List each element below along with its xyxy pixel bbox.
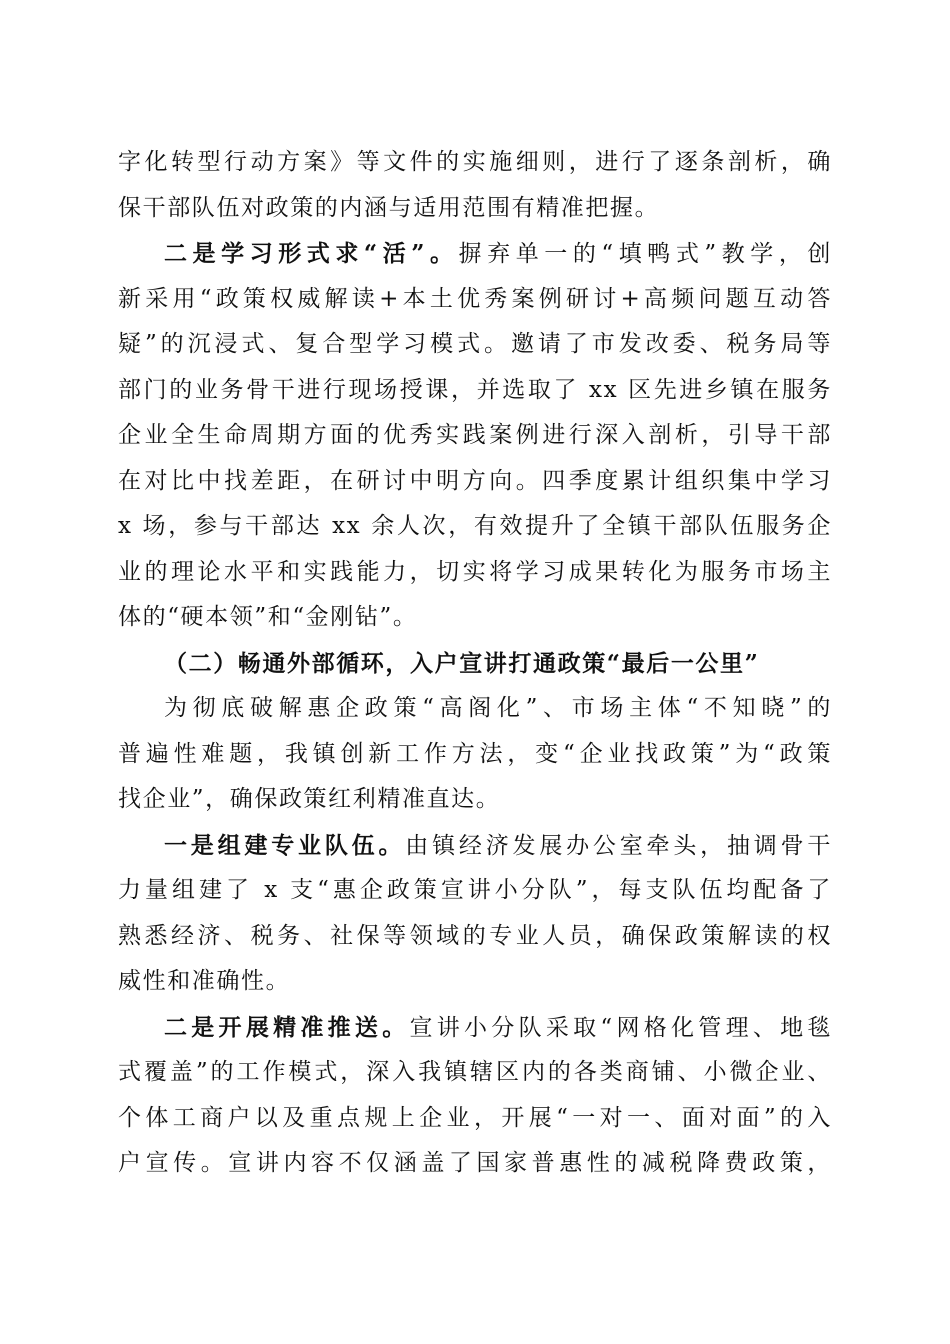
text-line: 力量组建了 x 支“惠企政策宣讲小分队”，每支队伍均配备了 (118, 877, 832, 903)
text-line: 威性和准确性。 (118, 968, 291, 994)
paragraph (118, 140, 832, 231)
paragraph (118, 823, 832, 1005)
text-line: 字化转型行动方案》等文件的实施细则，进行了逐条剖析，确 (118, 149, 832, 175)
text-line: 式覆盖”的工作模式，深入我镇辖区内的各类商铺、小微企业、 (118, 1059, 832, 1085)
text-line: 体的“硬本领”和“金刚钻”。 (118, 604, 418, 630)
paragraph-lead: 二是开展精准推送。 (164, 1013, 410, 1041)
text-line: 找企业”，确保政策红利精准直达。 (118, 786, 501, 812)
text-line: 户宣传。宣讲内容不仅涵盖了国家普惠性的减税降费政策， (118, 1150, 832, 1176)
text-line: 为彻底破解惠企政策“高阁化”、市场主体“不知晓”的 (164, 695, 832, 721)
text-line (118, 1005, 832, 1051)
section-heading (118, 641, 832, 687)
paragraph-lead: 二是学习形式求“活”。 (164, 240, 459, 267)
paragraph (118, 1005, 832, 1187)
text-line: 在对比中找差距，在研讨中明方向。四季度累计组织集中学习 (118, 467, 832, 494)
heading-text: （二）畅通外部循环，入户宣讲打通政策“最后一公里” (164, 649, 760, 677)
text-line: 业的理论水平和实践能力，切实将学习成果转化为服务市场主 (118, 558, 832, 585)
text-line: 部门的业务骨干进行现场授课，并选取了 xx 区先进乡镇在服务 (118, 376, 832, 403)
text-line (118, 823, 832, 869)
text-line: 个体工商户以及重点规上企业，开展“一对一、面对面”的入 (118, 1104, 832, 1131)
document-body (118, 140, 832, 1187)
text-line: 企业全生命周期方面的优秀实践案例进行深入剖析，引导干部 (118, 422, 832, 448)
text-run: 宣讲小分队采取“网格化管理、地毯 (409, 1014, 833, 1041)
paragraph (118, 231, 832, 641)
text-line: x 场，参与干部达 xx 余人次，有效提升了全镇干部队伍服务企 (118, 513, 832, 539)
paragraph-lead: 一是组建专业队伍。 (164, 831, 406, 859)
text-line: 普遍性难题，我镇创新工作方法，变“企业找政策”为“政策 (118, 740, 832, 767)
text-line: 熟悉经济、税务、社保等领域的专业人员，确保政策解读的权 (118, 922, 832, 949)
text-line (118, 231, 832, 277)
text-run: 摒弃单一的“填鸭式”教学，创 (458, 241, 832, 267)
text-line: 新采用“政策权威解读+本土优秀案例研讨+高频问题互动答 (118, 285, 832, 312)
paragraph (118, 686, 832, 823)
text-run: 由镇经济发展办公室牵头，抽调骨干 (405, 832, 832, 859)
text-line: 保干部队伍对政策的内涵与适用范围有精准把握。 (118, 194, 660, 221)
text-line: 疑”的沉浸式、复合型学习模式。邀请了市发改委、税务局等 (118, 331, 832, 357)
